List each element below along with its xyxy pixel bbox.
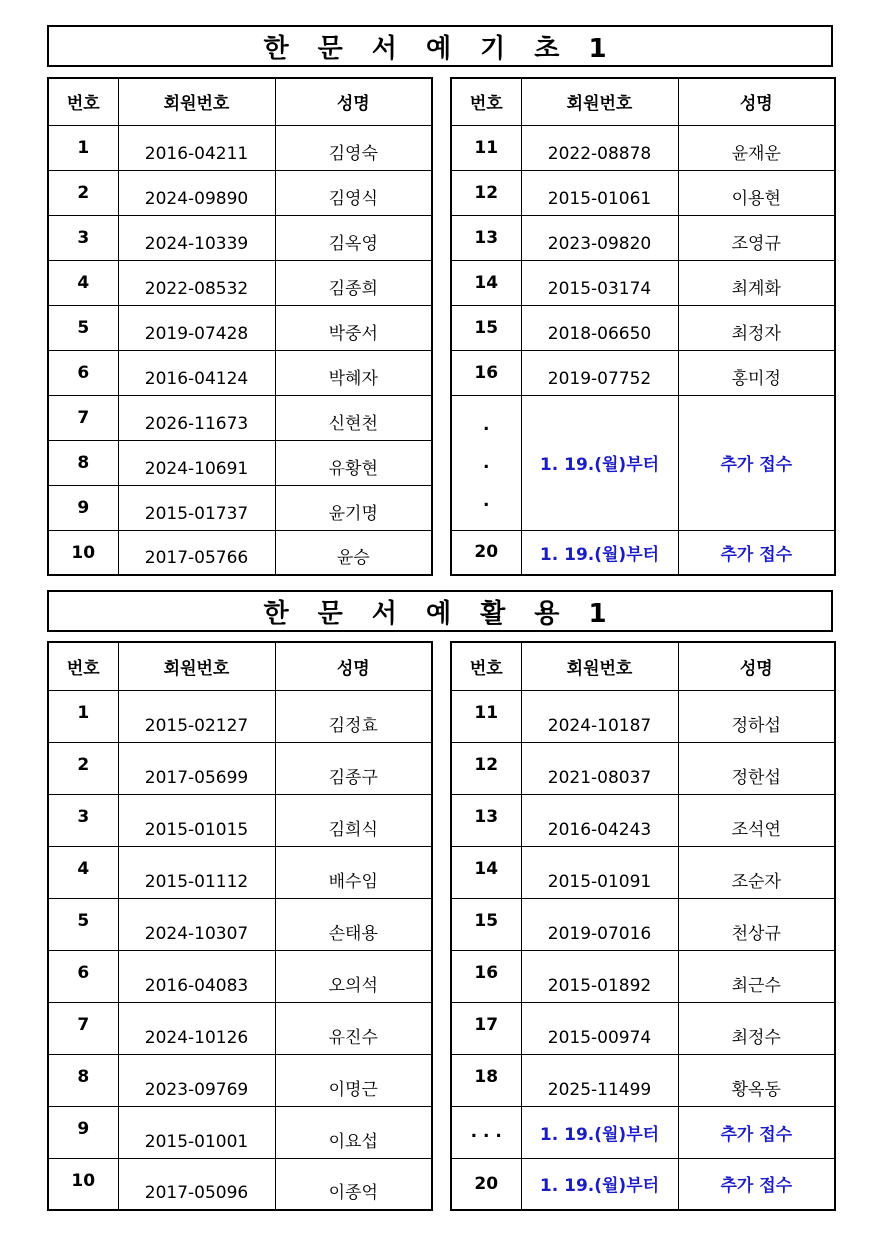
header-row — [451, 642, 835, 690]
table-row — [451, 260, 835, 305]
table-row — [451, 215, 835, 260]
row-name: 최정자 — [678, 305, 835, 350]
table-row — [48, 690, 432, 742]
table-row — [48, 170, 432, 215]
table-row — [48, 898, 432, 950]
table-row — [451, 305, 835, 350]
row-name: 김희식 — [275, 794, 432, 846]
row-num: 3 — [48, 215, 118, 260]
row-num: 1 — [48, 125, 118, 170]
row-num: 3 — [48, 794, 118, 846]
row-num: 5 — [48, 898, 118, 950]
header-row — [451, 78, 835, 125]
table-row — [48, 846, 432, 898]
row-member: 2015-02127 — [118, 690, 275, 742]
header-name: 성명 — [275, 78, 432, 125]
row-num: 16 — [451, 350, 521, 395]
header-row — [48, 642, 432, 690]
table-row — [451, 898, 835, 950]
row-member: 2024-09890 — [118, 170, 275, 215]
table-row — [48, 350, 432, 395]
header-member: 회원번호 — [118, 642, 275, 690]
row-member: 1. 19.(월)부터 — [521, 395, 678, 530]
row-member: 1. 19.(월)부터 — [521, 530, 678, 575]
row-member: 2019-07016 — [521, 898, 678, 950]
table-row — [48, 794, 432, 846]
header-name: 성명 — [678, 642, 835, 690]
row-name: 최정수 — [678, 1002, 835, 1054]
row-num: 9 — [48, 485, 118, 530]
row-num: 11 — [451, 690, 521, 742]
table-row — [48, 305, 432, 350]
row-num: 2 — [48, 742, 118, 794]
section-2-title: 한 문 서 예 활 용 1 — [47, 590, 833, 632]
table-row-additional — [451, 395, 835, 530]
row-member: 2019-07752 — [521, 350, 678, 395]
ellipsis-dot: . — [483, 414, 490, 435]
row-name: 윤재운 — [678, 125, 835, 170]
row-num: 13 — [451, 215, 521, 260]
row-member: 2015-01015 — [118, 794, 275, 846]
table-row — [48, 260, 432, 305]
row-name: 김정효 — [275, 690, 432, 742]
row-member: 2015-03174 — [521, 260, 678, 305]
row-num: 16 — [451, 950, 521, 1002]
row-member: 2026-11673 — [118, 395, 275, 440]
row-num: 17 — [451, 1002, 521, 1054]
row-name: 이요섭 — [275, 1106, 432, 1158]
row-member: 2022-08532 — [118, 260, 275, 305]
table-row — [451, 794, 835, 846]
table-row — [48, 1158, 432, 1210]
table-row — [48, 1054, 432, 1106]
row-num: 7 — [48, 1002, 118, 1054]
row-num: 14 — [451, 260, 521, 305]
row-num: 8 — [48, 1054, 118, 1106]
row-num: 13 — [451, 794, 521, 846]
row-num: 15 — [451, 305, 521, 350]
row-member: 2016-04243 — [521, 794, 678, 846]
row-member: 2021-08037 — [521, 742, 678, 794]
row-name: 이종억 — [275, 1158, 432, 1210]
row-member: 2015-01737 — [118, 485, 275, 530]
header-num: 번호 — [48, 78, 118, 125]
row-member: 1. 19.(월)부터 — [521, 1106, 678, 1158]
row-name: 오의석 — [275, 950, 432, 1002]
header-member: 회원번호 — [118, 78, 275, 125]
row-member: 2023-09820 — [521, 215, 678, 260]
row-name: 손태용 — [275, 898, 432, 950]
row-num: 5 — [48, 305, 118, 350]
row-num: 15 — [451, 898, 521, 950]
row-name: 김종희 — [275, 260, 432, 305]
row-num: 18 — [451, 1054, 521, 1106]
table-row — [48, 742, 432, 794]
section-1-left-table — [47, 77, 433, 576]
table-row — [451, 742, 835, 794]
row-member: 2015-01091 — [521, 846, 678, 898]
row-name: 배수임 — [275, 846, 432, 898]
row-num: 12 — [451, 742, 521, 794]
table-row — [451, 846, 835, 898]
row-num: 12 — [451, 170, 521, 215]
row-member: 2017-05096 — [118, 1158, 275, 1210]
row-num: 7 — [48, 395, 118, 440]
table-row — [451, 350, 835, 395]
row-member: 2022-08878 — [521, 125, 678, 170]
row-num: 14 — [451, 846, 521, 898]
table-row — [451, 125, 835, 170]
row-name: 추가 접수 — [678, 1158, 835, 1210]
row-name: 정하섭 — [678, 690, 835, 742]
table-row — [451, 950, 835, 1002]
row-name: 김영식 — [275, 170, 432, 215]
row-member: 2015-01892 — [521, 950, 678, 1002]
row-name: 홍미정 — [678, 350, 835, 395]
row-num-ellipsis — [451, 395, 521, 530]
row-name: 천상규 — [678, 898, 835, 950]
row-num: 10 — [48, 530, 118, 575]
row-name: 유황현 — [275, 440, 432, 485]
row-member: 2019-07428 — [118, 305, 275, 350]
row-name: 윤기명 — [275, 485, 432, 530]
ellipsis-dot: . — [483, 490, 490, 511]
row-member: 2018-06650 — [521, 305, 678, 350]
row-member: 2024-10691 — [118, 440, 275, 485]
table-row — [451, 690, 835, 742]
row-member: 2016-04083 — [118, 950, 275, 1002]
row-name: 추가 접수 — [678, 530, 835, 575]
row-num: 1 — [48, 690, 118, 742]
row-member: 2024-10339 — [118, 215, 275, 260]
row-member: 2015-00974 — [521, 1002, 678, 1054]
row-name: 이용현 — [678, 170, 835, 215]
table-row-additional — [451, 1106, 835, 1158]
row-member: 2024-10126 — [118, 1002, 275, 1054]
table-row — [48, 395, 432, 440]
row-name: 박중서 — [275, 305, 432, 350]
table-row — [48, 125, 432, 170]
section-1-right-table — [450, 77, 836, 576]
row-member: 1. 19.(월)부터 — [521, 1158, 678, 1210]
row-member: 2024-10307 — [118, 898, 275, 950]
table-row — [48, 950, 432, 1002]
row-num: 4 — [48, 260, 118, 305]
row-name: 이명근 — [275, 1054, 432, 1106]
header-num: 번호 — [451, 78, 521, 125]
section-2-right-table — [450, 641, 836, 1211]
table-row — [451, 1158, 835, 1210]
row-num: 20 — [451, 530, 521, 575]
row-name: 김종구 — [275, 742, 432, 794]
row-name: 조순자 — [678, 846, 835, 898]
table-row — [48, 1106, 432, 1158]
table-row — [451, 530, 835, 575]
row-name: 윤승 — [275, 530, 432, 575]
row-num: 20 — [451, 1158, 521, 1210]
row-member: 2015-01061 — [521, 170, 678, 215]
row-num: 6 — [48, 950, 118, 1002]
row-name: 김영숙 — [275, 125, 432, 170]
row-name: 추가 접수 — [678, 395, 835, 530]
row-num-ellipsis: . . . — [451, 1106, 521, 1158]
row-num: 11 — [451, 125, 521, 170]
row-name: 황옥동 — [678, 1054, 835, 1106]
section-1-title: 한 문 서 예 기 초 1 — [47, 25, 833, 67]
table-row — [451, 1002, 835, 1054]
row-member: 2015-01001 — [118, 1106, 275, 1158]
table-row — [48, 440, 432, 485]
header-num: 번호 — [451, 642, 521, 690]
row-name: 김옥영 — [275, 215, 432, 260]
header-name: 성명 — [678, 78, 835, 125]
table-row — [48, 1002, 432, 1054]
row-member: 2025-11499 — [521, 1054, 678, 1106]
row-member: 2015-01112 — [118, 846, 275, 898]
table-row — [451, 1054, 835, 1106]
header-name: 성명 — [275, 642, 432, 690]
header-row — [48, 78, 432, 125]
table-row — [48, 485, 432, 530]
section-2-left-table — [47, 641, 433, 1211]
row-num: 4 — [48, 846, 118, 898]
table-row — [48, 215, 432, 260]
row-member: 2016-04124 — [118, 350, 275, 395]
row-member: 2024-10187 — [521, 690, 678, 742]
table-row — [48, 530, 432, 575]
ellipsis-dot: . — [483, 452, 490, 473]
row-name: 유진수 — [275, 1002, 432, 1054]
row-name: 최근수 — [678, 950, 835, 1002]
row-name: 신현천 — [275, 395, 432, 440]
row-name: 박혜자 — [275, 350, 432, 395]
row-member: 2017-05699 — [118, 742, 275, 794]
table-row — [451, 170, 835, 215]
row-name: 추가 접수 — [678, 1106, 835, 1158]
header-member: 회원번호 — [521, 642, 678, 690]
row-member: 2023-09769 — [118, 1054, 275, 1106]
row-num: 10 — [48, 1158, 118, 1210]
header-member: 회원번호 — [521, 78, 678, 125]
row-name: 최계화 — [678, 260, 835, 305]
row-name: 정한섭 — [678, 742, 835, 794]
row-member: 2016-04211 — [118, 125, 275, 170]
row-num: 6 — [48, 350, 118, 395]
row-name: 조석연 — [678, 794, 835, 846]
row-name: 조영규 — [678, 215, 835, 260]
row-member: 2017-05766 — [118, 530, 275, 575]
header-num: 번호 — [48, 642, 118, 690]
row-num: 9 — [48, 1106, 118, 1158]
row-num: 2 — [48, 170, 118, 215]
row-num: 8 — [48, 440, 118, 485]
